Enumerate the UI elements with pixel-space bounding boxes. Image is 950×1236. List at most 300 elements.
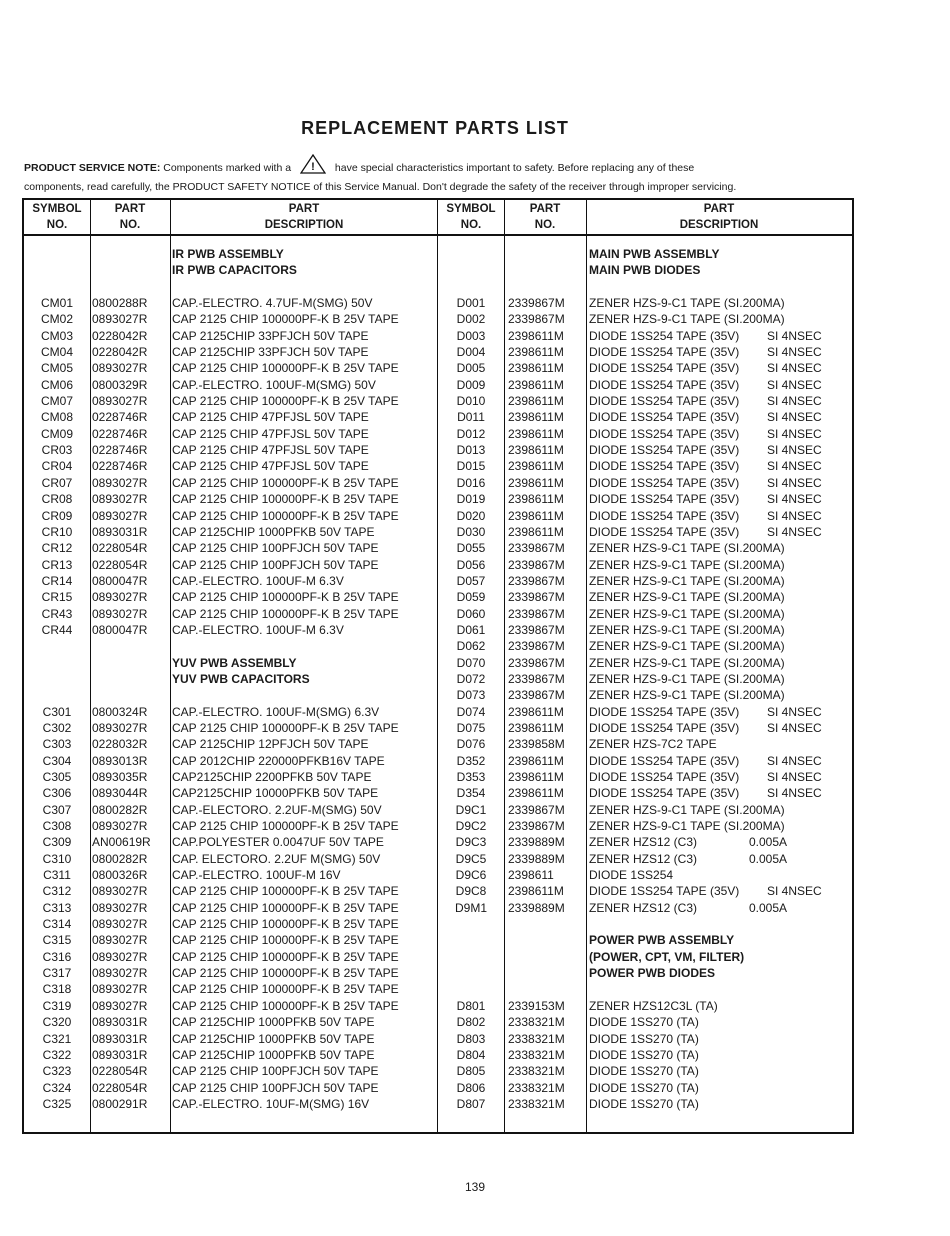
description-cell: CAP 2125CHIP 12PFJCH 50V TAPE — [172, 737, 369, 752]
spec-cell: SI 4NSEC — [767, 328, 822, 343]
symbol-cell: D076 — [456, 737, 486, 752]
description-cell: CAP 2125CHIP 1000PFKB 50V TAPE — [172, 524, 375, 539]
description-cell: POWER PWB DIODES — [589, 966, 716, 981]
symbol-cell: D011 — [457, 410, 485, 425]
description-cell: DIODE 1SS254 TAPE (35V) SI 4NSEC — [589, 508, 822, 523]
description-cell: MAIN PWB ASSEMBLY — [589, 247, 720, 261]
description-cell: ZENER HZS12 (C3) 0.005A — [589, 851, 788, 866]
description-cell: CAP 2125 CHIP 100000PF-K B 25V TAPE — [172, 606, 399, 621]
symbol-cell: D003 — [456, 328, 486, 343]
symbol-cell: D352 — [456, 753, 486, 768]
note-text-3: components, read carefully, the PRODUCT SAFETY NOTICE of this Service Manual. Don't degrade the safety of the receiver through improper servicing. — [24, 181, 737, 193]
description-cell: CAP.-ELECTRO. 100UF-M 16V — [172, 868, 341, 883]
spec-cell: SI 4NSEC — [767, 443, 822, 458]
header-desc-right-line2: DESCRIPTION — [679, 219, 759, 231]
header-part-no-right — [504, 200, 586, 234]
symbol-cell: D062 — [456, 639, 486, 654]
description-cell: DIODE 1SS254 TAPE (35V) SI 4NSEC — [589, 475, 822, 490]
symbol-cell: D056 — [456, 557, 486, 572]
part-number-cell: 0800047R — [92, 573, 148, 588]
symbol-cell: D015 — [456, 459, 486, 474]
part-number-cell: 0893027R — [92, 966, 148, 981]
part-number-cell: AN00619R — [92, 835, 151, 850]
description-cell: IR PWB CAPACITORS — [172, 263, 297, 278]
description-cell: DIODE 1SS254 TAPE (35V) SI 4NSEC — [589, 410, 822, 425]
part-number-cell: 2339867M — [508, 573, 565, 588]
description-cell: CAP2125CHIP 10000PFKB 50V TAPE — [172, 786, 379, 801]
description-cell: ZENER HZS-9-C1 TAPE (SI.200MA) — [589, 622, 785, 637]
part-number-cell: 2398611 — [508, 868, 554, 883]
spec-cell: 0.005A — [749, 835, 788, 850]
description-cell: CAP 2125 CHIP 100000PF-K B 25V TAPE — [172, 720, 399, 735]
description-cell: DIODE 1SS270 (TA) — [589, 1047, 699, 1062]
table-row — [24, 1063, 852, 1079]
description-cell: YUV PWB CAPACITORS — [172, 671, 310, 686]
part-number-cell: 2339867M — [508, 590, 565, 605]
part-number-cell: 2338321M — [508, 1080, 565, 1095]
description-cell: CAP 2125 CHIP 100000PF-K B 25V TAPE — [172, 475, 399, 490]
part-number-cell: 2398611M — [508, 361, 564, 376]
part-number-cell: 0228054R — [92, 557, 148, 572]
symbol-cell: C319 — [42, 998, 72, 1013]
part-number-cell: 0893027R — [92, 884, 148, 899]
spec-cell: SI 4NSEC — [767, 786, 822, 801]
description-cell: YUV PWB ASSEMBLY — [172, 655, 297, 670]
description-cell: CAP 2125 CHIP 100PFJCH 50V TAPE — [172, 557, 379, 572]
symbol-cell: C312 — [42, 884, 72, 899]
table-row — [24, 393, 852, 409]
symbol-cell: D075 — [456, 720, 486, 735]
symbol-cell: D013 — [456, 443, 486, 458]
table-row — [24, 981, 852, 997]
symbol-cell: D012 — [456, 426, 486, 441]
symbol-cell: D059 — [456, 590, 486, 605]
header-part-right-line2: NO. — [534, 219, 556, 231]
table-row — [24, 458, 852, 474]
description-cell: POWER PWB ASSEMBLY — [589, 933, 735, 948]
symbol-cell: D9C6 — [455, 868, 487, 883]
header-part-no — [90, 200, 170, 234]
description-cell: DIODE 1SS254 TAPE (35V) SI 4NSEC — [589, 524, 822, 539]
description-cell: CAP 2125CHIP 1000PFKB 50V TAPE — [172, 1047, 375, 1062]
symbol-cell: C305 — [42, 770, 72, 784]
part-number-cell: 2338321M — [508, 1015, 565, 1030]
symbol-cell: D9C2 — [455, 819, 487, 834]
table-row — [24, 540, 852, 556]
symbol-cell: C315 — [42, 933, 72, 948]
symbol-cell: C311 — [43, 868, 71, 883]
table-row — [24, 638, 852, 654]
table-row — [24, 491, 852, 507]
description-cell: CAP 2125 CHIP 100000PF-K B 25V TAPE — [172, 917, 399, 932]
table-row — [24, 524, 852, 540]
header-part-right-line1: PART — [529, 203, 561, 215]
description-cell: DIODE 1SS254 — [589, 868, 674, 883]
table-row — [24, 426, 852, 442]
part-number-cell: 0893027R — [92, 361, 148, 376]
symbol-cell: D019 — [456, 492, 486, 507]
table-row — [24, 785, 852, 801]
description-cell: IR PWB ASSEMBLY — [172, 247, 284, 261]
description-cell: ZENER HZS-9-C1 TAPE (SI.200MA) — [589, 541, 785, 556]
part-number-cell: 2339858M — [508, 737, 565, 752]
part-number-cell: 2398611M — [508, 394, 564, 409]
part-number-cell: 0893031R — [92, 524, 148, 539]
symbol-cell: D801 — [456, 998, 486, 1013]
symbol-cell: D060 — [456, 606, 486, 621]
symbol-cell: D9C8 — [455, 884, 487, 899]
part-number-cell: 2398611M — [508, 753, 564, 768]
description-cell: CAP 2125 CHIP 100000PF-K B 25V TAPE — [172, 508, 399, 523]
spec-cell: SI 4NSEC — [767, 459, 822, 474]
note-text-1: Components marked with a — [163, 162, 292, 174]
symbol-cell: D070 — [456, 655, 486, 670]
header-symbol — [24, 200, 90, 234]
description-cell: DIODE 1SS254 TAPE (35V) SI 4NSEC — [589, 426, 822, 441]
part-number-cell: 2339867M — [508, 819, 565, 834]
description-cell: CAP 2125 CHIP 47PFJSL 50V TAPE — [172, 410, 369, 425]
part-number-cell: 0228054R — [92, 1080, 148, 1095]
description-cell: DIODE 1SS254 TAPE (35V) SI 4NSEC — [589, 786, 822, 801]
spec-cell: SI 4NSEC — [767, 753, 822, 768]
description-cell: CAP 2125 CHIP 47PFJSL 50V TAPE — [172, 459, 369, 474]
product-service-note — [24, 154, 854, 195]
header-symbol-right-line1: SYMBOL — [446, 203, 496, 215]
description-cell: DIODE 1SS254 TAPE (35V) SI 4NSEC — [589, 328, 822, 343]
part-number-cell: 2398611M — [508, 328, 564, 343]
description-cell: ZENER HZS-9-C1 TAPE (SI.200MA) — [589, 639, 785, 654]
part-number-cell: 0893027R — [92, 982, 148, 997]
part-number-cell: 0228042R — [92, 328, 148, 343]
table-row — [24, 246, 852, 262]
table-row — [24, 328, 852, 344]
symbol-cell: C322 — [42, 1047, 72, 1062]
symbol-cell: CR10 — [41, 524, 73, 539]
symbol-cell: D020 — [456, 508, 486, 523]
table-row — [24, 932, 852, 948]
table-row — [24, 655, 852, 671]
symbol-cell: CR14 — [41, 573, 73, 588]
spec-cell: 0.005A — [749, 851, 788, 866]
table-row — [24, 377, 852, 393]
description-cell: CAP2125CHIP 2200PFKB 50V TAPE — [172, 770, 372, 784]
part-number-cell: 2398611M — [508, 720, 564, 735]
symbol-cell: CM03 — [40, 328, 73, 343]
table-row — [24, 311, 852, 327]
spec-cell: SI 4NSEC — [767, 426, 822, 441]
symbol-cell: C308 — [42, 819, 72, 834]
table-row — [24, 671, 852, 687]
part-number-cell: 0228746R — [92, 426, 148, 441]
table-row — [24, 753, 852, 769]
description-cell: DIODE 1SS270 (TA) — [589, 1031, 699, 1046]
symbol-cell: CR03 — [41, 443, 73, 458]
table-row — [24, 589, 852, 605]
part-number-cell: 0893031R — [92, 1015, 148, 1030]
description-cell: CAP 2125 CHIP 47PFJSL 50V TAPE — [172, 443, 369, 458]
right-rows — [24, 246, 852, 1112]
part-number-cell: 0228746R — [92, 410, 148, 425]
description-cell: CAP 2125 CHIP 100000PF-K B 25V TAPE — [172, 394, 399, 409]
description-cell: DIODE 1SS254 TAPE (35V) SI 4NSEC — [589, 345, 822, 360]
description-cell: CAP 2125 CHIP 100000PF-K B 25V TAPE — [172, 998, 399, 1013]
table-row — [24, 704, 852, 720]
spec-cell: SI 4NSEC — [767, 524, 822, 539]
description-cell: CAP 2125 CHIP 100PFJCH 50V TAPE — [172, 1064, 379, 1079]
part-number-cell: 0893044R — [92, 786, 148, 801]
symbol-cell: CR15 — [41, 590, 73, 605]
part-number-cell: 0893027R — [92, 819, 148, 834]
table-row — [24, 687, 852, 703]
table-row — [24, 900, 852, 916]
part-number-cell: 0893027R — [92, 720, 148, 735]
symbol-cell: D002 — [456, 312, 486, 327]
part-number-cell: 0893027R — [92, 949, 148, 964]
part-number-cell: 2339867M — [508, 312, 565, 327]
part-number-cell: 2398611M — [508, 377, 564, 392]
description-cell: CAP 2125 CHIP 100PFJCH 50V TAPE — [172, 541, 379, 556]
part-number-cell: 2339867M — [508, 639, 565, 654]
table-row — [24, 965, 852, 981]
part-number-cell: 0228746R — [92, 443, 148, 458]
symbol-cell: D803 — [456, 1031, 486, 1046]
description-cell: DIODE 1SS254 TAPE (35V) SI 4NSEC — [589, 884, 822, 899]
part-number-cell: 0228032R — [92, 737, 148, 752]
part-number-cell: 0800324R — [92, 704, 148, 719]
part-number-cell: 2339889M — [508, 900, 565, 915]
description-cell: CAP.-ELECTRO. 100UF-M(SMG) 50V — [172, 377, 376, 392]
description-cell: ZENER HZS-9-C1 TAPE (SI.200MA) — [589, 296, 785, 311]
description-cell: CAP 2012CHIP 220000PFKB16V TAPE — [172, 753, 385, 768]
part-number-cell: 0893027R — [92, 933, 148, 948]
part-number-cell: 0893031R — [92, 1031, 148, 1046]
part-number-cell: 2339867M — [508, 296, 565, 311]
description-cell: ZENER HZS-9-C1 TAPE (SI.200MA) — [589, 312, 785, 327]
spec-cell: SI 4NSEC — [767, 884, 822, 899]
part-number-cell: 2398611M — [508, 704, 564, 719]
symbol-cell: CR09 — [41, 508, 73, 523]
part-number-cell: 0228054R — [92, 1064, 148, 1079]
table-row — [24, 1014, 852, 1030]
table-row — [24, 262, 852, 278]
part-number-cell: 2339889M — [508, 835, 565, 850]
table-row — [24, 802, 852, 818]
description-cell: ZENER HZS-9-C1 TAPE (SI.200MA) — [589, 688, 785, 703]
page-number: 139 — [464, 1180, 486, 1194]
part-number-cell: 2339867M — [508, 655, 565, 670]
part-number-cell: 2398611M — [508, 786, 564, 801]
svg-text:!: ! — [311, 161, 315, 173]
symbol-cell: CR44 — [41, 622, 73, 637]
symbol-cell: CR43 — [41, 606, 73, 621]
description-cell: DIODE 1SS254 TAPE (35V) SI 4NSEC — [589, 720, 822, 735]
symbol-cell: D072 — [456, 671, 486, 686]
part-number-cell: 2398611M — [508, 475, 564, 490]
description-cell: CAP.-ELECTRO. 10UF-M(SMG) 16V — [172, 1096, 370, 1111]
table-row — [24, 818, 852, 834]
description-cell: ZENER HZS-9-C1 TAPE (SI.200MA) — [589, 671, 785, 686]
symbol-cell: D9C1 — [455, 802, 487, 817]
part-number-cell: 0893027R — [92, 394, 148, 409]
description-cell: ZENER HZS-9-C1 TAPE (SI.200MA) — [589, 606, 785, 621]
symbol-cell: C302 — [42, 720, 72, 735]
header-part-description-right — [586, 200, 852, 234]
description-cell: DIODE 1SS270 (TA) — [589, 1096, 699, 1111]
description-cell: DIODE 1SS254 TAPE (35V) SI 4NSEC — [589, 459, 822, 474]
description-cell: CAP.-ELECTRO. 100UF-M(SMG) 6.3V — [172, 704, 380, 719]
part-number-cell: 2339889M — [508, 851, 565, 866]
description-cell: DIODE 1SS254 TAPE (35V) SI 4NSEC — [589, 753, 822, 768]
note-label: PRODUCT SERVICE NOTE: — [24, 162, 161, 174]
symbol-cell: C303 — [42, 737, 72, 752]
description-cell: DIODE 1SS270 (TA) — [589, 1064, 699, 1079]
description-cell: ZENER HZS-9-C1 TAPE (SI.200MA) — [589, 557, 785, 572]
symbol-cell: D805 — [456, 1064, 486, 1079]
table-row — [24, 360, 852, 376]
symbol-cell: D074 — [456, 704, 486, 719]
spec-cell: SI 4NSEC — [767, 377, 822, 392]
table-row — [24, 508, 852, 524]
description-cell: DIODE 1SS254 TAPE (35V) SI 4NSEC — [589, 361, 822, 376]
description-cell: CAP 2125 CHIP 100000PF-K B 25V TAPE — [172, 884, 399, 899]
spec-cell: SI 4NSEC — [767, 410, 822, 425]
spec-cell: SI 4NSEC — [767, 361, 822, 376]
part-number-cell: 0893027R — [92, 900, 148, 915]
table-row — [24, 557, 852, 573]
part-number-cell: 2338321M — [508, 1031, 565, 1046]
part-number-cell: 0228054R — [92, 541, 148, 556]
table-row — [24, 883, 852, 899]
part-number-cell: 2398611M — [508, 345, 564, 360]
symbol-cell: C304 — [42, 753, 72, 768]
description-cell: ZENER HZS-9-C1 TAPE (SI.200MA) — [589, 802, 785, 817]
description-cell: CAP 2125 CHIP 100000PF-K B 25V TAPE — [172, 492, 399, 507]
spec-cell: SI 4NSEC — [767, 770, 822, 784]
table-row — [24, 606, 852, 622]
part-number-cell: 2338321M — [508, 1064, 565, 1079]
symbol-cell: D009 — [456, 377, 486, 392]
description-cell: MAIN PWB DIODES — [589, 263, 701, 278]
description-cell: CAP.-ELECTORO. 2.2UF-M(SMG) 50V — [172, 802, 382, 817]
part-number-cell: 0893027R — [92, 492, 148, 507]
description-cell: CAP.-ELECTRO. 100UF-M 6.3V — [172, 622, 344, 637]
part-number-cell: 0800047R — [92, 622, 148, 637]
symbol-cell: C313 — [42, 900, 72, 915]
description-cell: ZENER HZS12C3L (TA) — [589, 998, 718, 1013]
part-number-cell: 2339867M — [508, 557, 565, 572]
description-cell: DIODE 1SS254 TAPE (35V) SI 4NSEC — [589, 770, 822, 784]
part-number-cell: 0893035R — [92, 770, 148, 784]
symbol-cell: D073 — [456, 688, 486, 703]
description-cell: ZENER HZS-9-C1 TAPE (SI.200MA) — [589, 819, 785, 834]
spec-cell: SI 4NSEC — [767, 704, 822, 719]
spec-cell: 0.005A — [749, 900, 788, 915]
symbol-cell: CM06 — [40, 377, 73, 392]
part-number-cell: 2339867M — [508, 688, 565, 703]
part-number-cell: 0800282R — [92, 802, 148, 817]
symbol-cell: CM08 — [40, 410, 73, 425]
description-cell: DIODE 1SS254 TAPE (35V) SI 4NSEC — [589, 492, 822, 507]
symbol-cell: C307 — [42, 802, 72, 817]
spec-cell: SI 4NSEC — [767, 720, 822, 735]
table-row — [24, 769, 852, 785]
description-cell: DIODE 1SS270 (TA) — [589, 1015, 699, 1030]
part-number-cell: 0800291R — [92, 1096, 148, 1111]
symbol-cell: C323 — [42, 1064, 72, 1079]
symbol-cell: CR04 — [41, 459, 73, 474]
part-number-cell: 2339867M — [508, 671, 565, 686]
symbol-cell: C316 — [42, 949, 72, 964]
spec-cell: SI 4NSEC — [767, 345, 822, 360]
symbol-cell: D001 — [456, 296, 486, 311]
part-number-cell: 0228042R — [92, 345, 148, 360]
description-cell: CAP 2125 CHIP 47PFJSL 50V TAPE — [172, 426, 369, 441]
part-number-cell: 2338321M — [508, 1096, 565, 1111]
symbol-cell: CR13 — [41, 557, 73, 572]
description-cell: ZENER HZS-9-C1 TAPE (SI.200MA) — [589, 573, 785, 588]
symbol-cell: CM04 — [40, 345, 73, 360]
description-cell: CAP 2125CHIP 1000PFKB 50V TAPE — [172, 1031, 375, 1046]
symbol-cell: D030 — [456, 524, 486, 539]
header-symbol-line2: NO. — [46, 219, 68, 231]
symbol-cell: C306 — [42, 786, 72, 801]
table-row — [24, 1080, 852, 1096]
symbol-cell: D806 — [456, 1080, 486, 1095]
symbol-cell: CM07 — [40, 394, 73, 409]
table-row — [24, 573, 852, 589]
part-number-cell: 2398611M — [508, 459, 564, 474]
description-cell: CAP 2125 CHIP 100000PF-K B 25V TAPE — [172, 900, 399, 915]
part-number-cell: 2339867M — [508, 802, 565, 817]
symbol-cell: D9C3 — [455, 835, 487, 850]
part-number-cell: 2339867M — [508, 606, 565, 621]
part-number-cell: 2398611M — [508, 426, 564, 441]
symbol-cell: CM09 — [40, 426, 73, 441]
symbol-cell: C317 — [42, 966, 72, 981]
part-number-cell: 0893027R — [92, 606, 148, 621]
part-number-cell: 2398611M — [508, 410, 564, 425]
symbol-cell: C321 — [42, 1031, 72, 1046]
spec-cell: SI 4NSEC — [767, 394, 822, 409]
header-desc-line1: PART — [288, 203, 320, 215]
table-row — [24, 1096, 852, 1112]
description-cell: CAP 2125CHIP 1000PFKB 50V TAPE — [172, 1015, 375, 1030]
description-cell: DIODE 1SS254 TAPE (35V) SI 4NSEC — [589, 443, 822, 458]
description-cell: CAP 2125 CHIP 100000PF-K B 25V TAPE — [172, 590, 399, 605]
part-number-cell: 0893027R — [92, 998, 148, 1013]
table-row — [24, 344, 852, 360]
description-cell: CAP.POLYESTER 0.0047UF 50V TAPE — [172, 835, 384, 850]
symbol-cell: D802 — [456, 1015, 486, 1030]
part-number-cell: 2338321M — [508, 1047, 565, 1062]
symbol-cell: C324 — [42, 1080, 72, 1095]
symbol-cell: CM01 — [40, 296, 73, 311]
table-row — [24, 916, 852, 932]
part-number-cell: 2398611M — [508, 770, 564, 784]
table-row — [24, 295, 852, 311]
symbol-cell: C314 — [42, 917, 72, 932]
spec-cell: SI 4NSEC — [767, 492, 822, 507]
description-cell: CAP 2125 CHIP 100000PF-K B 25V TAPE — [172, 982, 399, 997]
header-part-line1: PART — [114, 203, 146, 215]
symbol-cell: D807 — [456, 1096, 486, 1111]
part-number-cell: 2339867M — [508, 622, 565, 637]
description-cell: CAP 2125 CHIP 100000PF-K B 25V TAPE — [172, 819, 399, 834]
symbol-cell: C320 — [42, 1015, 72, 1030]
header-symbol-right-line2: NO. — [460, 219, 482, 231]
description-cell: CAP 2125 CHIP 100000PF-K B 25V TAPE — [172, 966, 399, 981]
description-cell: ZENER HZS-9-C1 TAPE (SI.200MA) — [589, 590, 785, 605]
